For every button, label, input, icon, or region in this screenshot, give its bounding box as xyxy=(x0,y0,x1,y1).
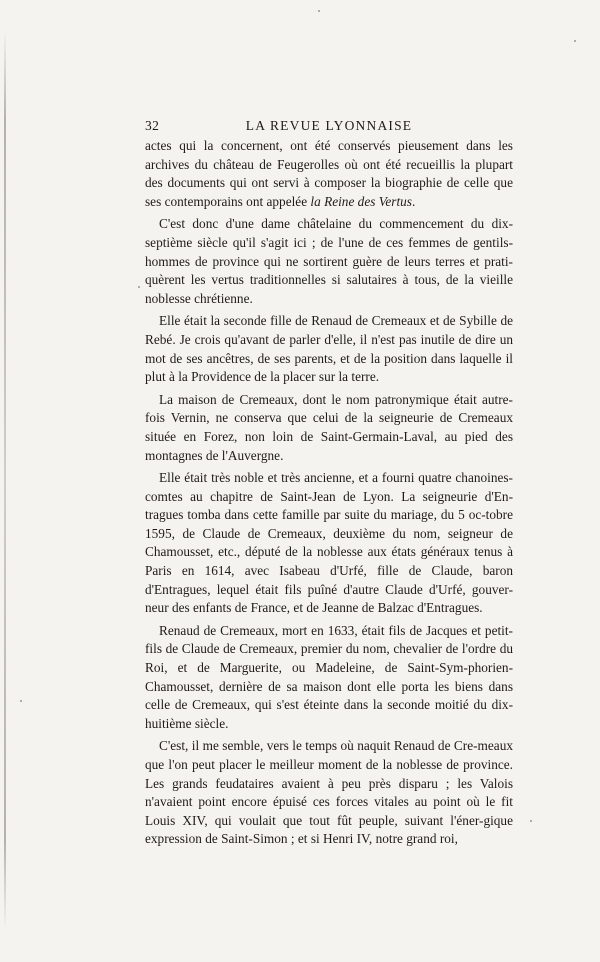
paragraph xyxy=(145,215,513,308)
paragraph xyxy=(145,312,513,386)
italic-title: la Reine des Vertus xyxy=(310,193,412,209)
paragraph-text: Renaud de Cremeaux, mort en 1633, était fils de Jacques et petit-fils de Claude de Cremeaux, premier du nom, chevalier de l'ordre du Roi, et de Marguerite, ou Madeleine, de Saint-Sym-phorien-Chamousset, dernière de sa maison dont elle porta les biens dans celle de Cremeaux, qui s'est éteinte dans la seconde moitié du dix-huitième siècle. xyxy=(145,622,513,731)
paper-speck xyxy=(138,286,140,288)
paragraph-text: Elle était très noble et très ancienne, et a fourni quatre chanoines-comtes au chapitre de Saint-Jean de Lyon. La seigneurie d'En-tragues tomba dans cette famille par suite du mariage, du 5 oc-tobre 1595, de Claude de Cremeaux, deuxième du nom, seigneur de Chamousset, etc., député de la noblesse aux états généraux tenus à Paris en 1614, avec Isabeau d'Urfé, fille de Claude, baron d'Entragues, lequel était fils puîné d'autre Claude d'Urfé, gouver-neur des enfants de France, et de Jeanne de Balzac d'Entragues. xyxy=(145,470,513,616)
paper-speck xyxy=(574,40,576,42)
paragraph-text: actes qui la concernent, ont été conservés pieusement dans les archives du château de Feugerolles où ont été recueillis la plupart des documents qui ont servi à composer la biographie de celle que ses contemporains ont appelée xyxy=(145,138,513,209)
page-number: 32 xyxy=(145,118,160,133)
paper-speck xyxy=(20,700,22,702)
paragraph-text: Elle était la seconde fille de Renaud de Cremeaux et de Sybille de Rebé. Je crois qu'avant de parler d'elle, il n'est pas inutile de dire un mot de ses ancêtres, de ses parents, et de la position dans laquelle il plut à la Providence de la placer sur la terre. xyxy=(145,313,513,385)
paper-speck xyxy=(530,820,532,822)
paragraph xyxy=(145,137,513,211)
paragraph-text: La maison de Cremeaux, dont le nom patronymique était autre-fois Vernin, ne conserva que celui de la seigneurie de Cremeaux située en Forez, non loin de Saint-Germain-Laval, au pied des montagnes de l'Auvergne. xyxy=(145,391,513,463)
body-text xyxy=(145,137,513,853)
paragraph-text: C'est, il me semble, vers le temps où naquit Renaud de Cre-meaux que l'on peut placer le meilleur moment de la noblesse de province. Les grands feudataires avaient à peu près disparu ; les Valois n'avaient point encore épuisé ces forces vitales au point où le fit Louis XIV, qui voulait que tout fût peuple, suivant l'éner-gique expression de Saint-Simon ; et si Henri IV, notre grand roi, xyxy=(145,738,513,847)
running-title: LA REVUE LYONNAISE xyxy=(245,118,413,133)
page-edge-shadow xyxy=(4,30,6,930)
paragraph xyxy=(145,391,513,465)
paragraph xyxy=(145,737,513,849)
paper-speck xyxy=(318,10,320,12)
paragraph xyxy=(145,622,513,734)
running-header xyxy=(145,118,513,136)
paragraph-text: . xyxy=(411,193,416,209)
paragraph-text: C'est donc d'une dame châtelaine du commencement du dix-septième siècle qu'il s'agit ici ; de l'une de ces femmes de gentils-hommes de province qui ne sortirent guère de leurs terres et prati-quèrent les vertus traditionnelles si salutaires à tous, de la vieille noblesse chrétienne. xyxy=(145,216,513,306)
paragraph xyxy=(145,469,513,618)
